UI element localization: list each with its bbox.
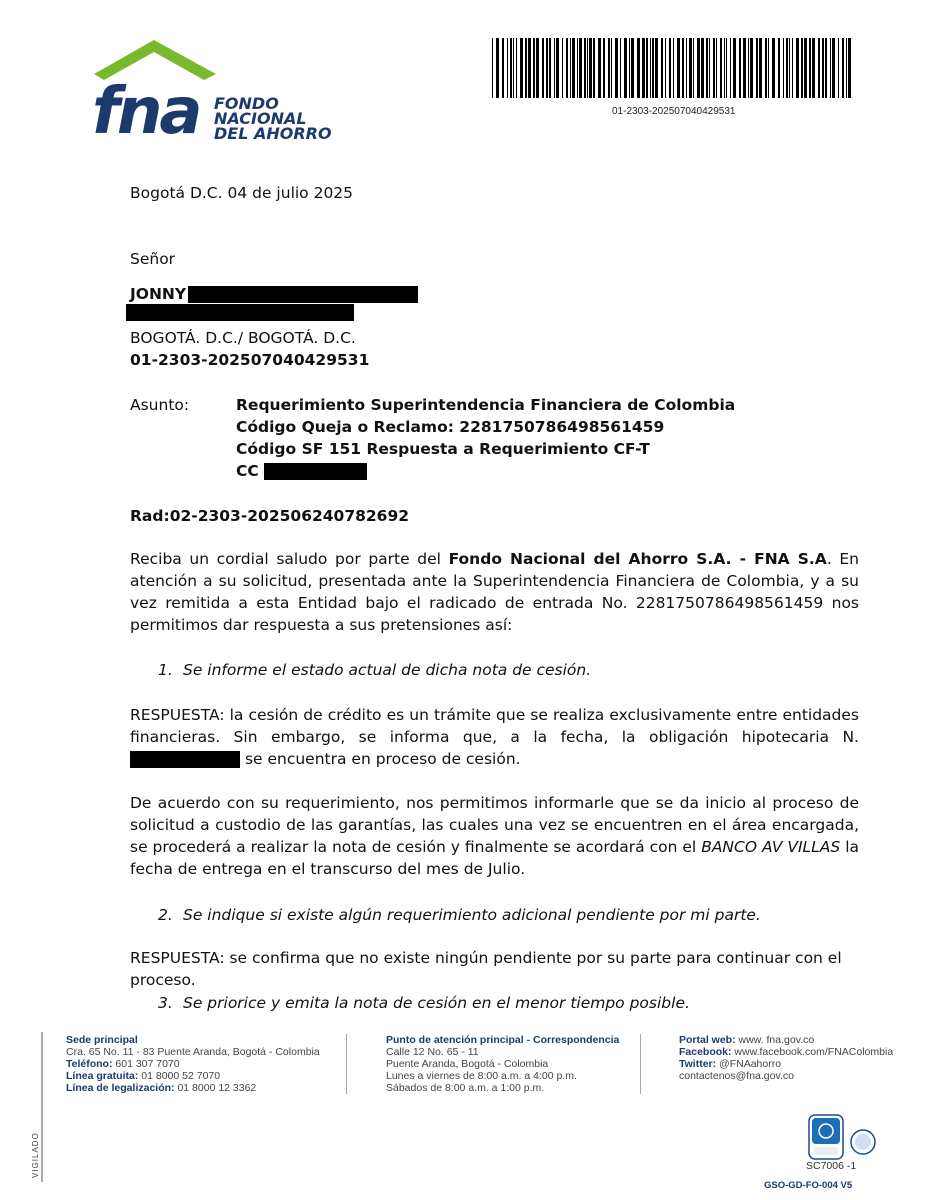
vigilado-seal-icon <box>28 1032 50 1182</box>
certification-code: SC7006 -1 <box>806 1160 857 1172</box>
footer-col-headquarters: Sede principal Cra. 65 No. 11 - 83 Puente Aranda, Bogotá - Colombia Teléfono: 601 307 7070 Línea gratuita: 01 8000 52 7070 Línea de legalización: 01 8000 12 3362 <box>66 1034 320 1094</box>
svg-text:VIGILADO: VIGILADO <box>31 1132 40 1178</box>
recipient-name: JONNY <box>130 283 418 305</box>
letter-date: Bogotá D.C. 04 de julio 2025 <box>130 184 354 202</box>
certification-seals-icon <box>808 1114 878 1160</box>
redaction <box>264 463 367 480</box>
redaction <box>130 751 240 768</box>
response-2: RESPUESTA: se confirma que no existe ningún pendiente por su parte para continuar con el proceso. <box>130 949 842 989</box>
item-3: Se priorice y emita la nota de cesión en el menor tiempo posible. <box>183 994 690 1012</box>
item-3-number: 3. <box>158 994 173 1012</box>
paragraph-2: De acuerdo con su requerimiento, nos permitimos informarle que se da inicio al proceso de solicitud a custodio de las garantías, las cuales una vez se encuentren en el área encargada, se procederá a realizar la nota de cesión y finalmente se acordará con el BANCO AV VILLAS la fecha de entrega en el transcurso del mes de Julio. <box>130 794 859 878</box>
web-link[interactable]: www. fna.gov.co <box>735 1034 815 1046</box>
redaction <box>126 304 354 322</box>
footer-divider <box>346 1034 347 1094</box>
twitter-link[interactable]: @FNAahorro <box>716 1058 782 1070</box>
redaction <box>188 286 418 303</box>
footer-col-correspondence: Punto de atención principal - Correspondencia Calle 12 No. 65 - 11 Puente Aranda, Bogotá - Colombia Lunes a viernes de 8:00 a.m. a 4:00 p.m. Sábados de 8:00 a.m. a 1:00 p.m. <box>386 1034 620 1094</box>
subject-block: Requerimiento Superintendencia Financiera de Colombia Código Queja o Reclamo: 2281750786498561459 Código SF 151 Respuesta a Requerimiento CF-T CC <box>236 396 736 480</box>
facebook-link[interactable]: www.facebook.com/FNAColombia <box>731 1046 894 1058</box>
salutation: Señor <box>130 250 176 268</box>
logo-subtitle: FONDO NACIONAL DEL AHORRO <box>214 94 332 143</box>
intro-paragraph: Reciba un cordial saludo por parte del Fondo Nacional del Ahorro S.A. - FNA S.A. En atención a su solicitud, presentada ante la Superintendencia Financiera de Colombia, y a su vez remitida a esta Entidad bajo el radicado de entrada No. 2281750786498561459 nos permitimos dar respuesta a sus pretensiones así: <box>130 550 859 634</box>
item-1-number: 1. <box>158 661 173 679</box>
footer-divider <box>640 1034 641 1094</box>
footer-col-contact: Portal web: www. fna.gov.co Facebook: www.facebook.com/FNAColombia Twitter: @FNAahorro contactenos@fna.gov.co <box>679 1034 894 1082</box>
response-1: RESPUESTA: la cesión de crédito es un trámite que se realiza exclusivamente entre entidades financieras. Sin embargo, se informa que, a la fecha, la obligación hipotecaria N. se encuentra en proceso de cesión. <box>130 706 859 768</box>
email-link[interactable]: contactenos@fna.gov.co <box>679 1070 794 1082</box>
item-2: Se indique si existe algún requerimiento adicional pendiente por mi parte. <box>183 906 761 924</box>
barcode-number: 01-2303-202507040429531 <box>612 106 736 117</box>
item-1: Se informe el estado actual de dicha nota de cesión. <box>183 661 592 679</box>
rad-number: Rad:02-2303-202506240782692 <box>130 507 410 525</box>
barcode-icon <box>492 38 852 98</box>
item-2-number: 2. <box>158 906 173 924</box>
reference-number: 01-2303-202507040429531 <box>130 351 370 369</box>
recipient-city: BOGOTÁ. D.C./ BOGOTÁ. D.C. <box>130 329 356 347</box>
logo: fna <box>92 75 200 149</box>
form-code: GSO-GD-FO-004 V5 <box>764 1180 853 1191</box>
subject-label: Asunto: <box>130 396 190 414</box>
